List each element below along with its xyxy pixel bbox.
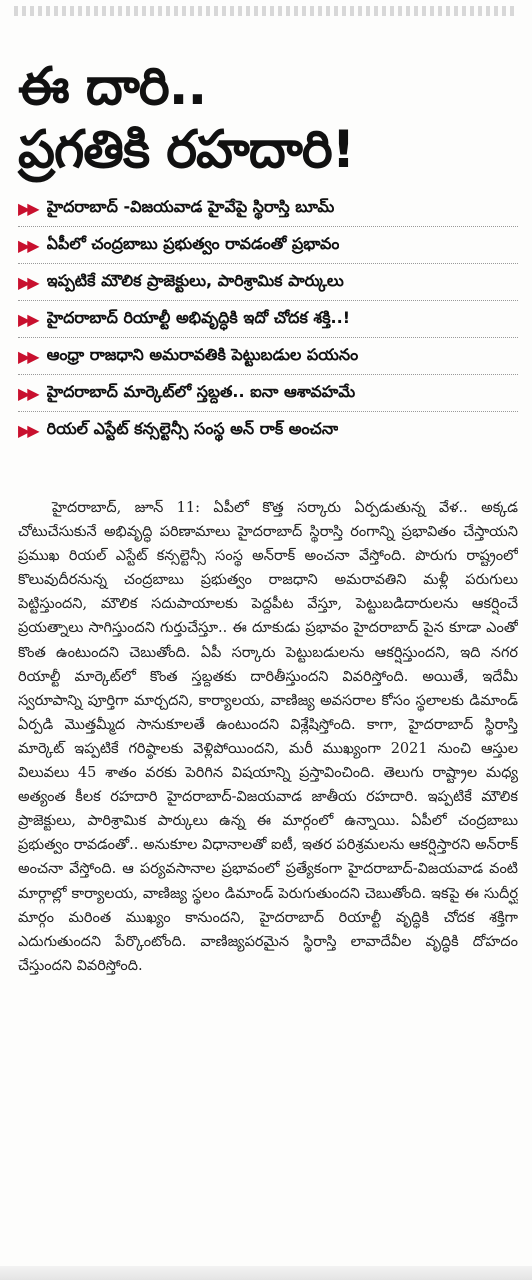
highlight-text: ఇప్పటికే మౌలిక ప్రాజెక్టులు, పారిశ్రామిక పార్కులు bbox=[46, 270, 344, 290]
article-body: హైదరాబాద్, జూన్ 11: ఏపీలో కొత్త సర్కారు ఏర్పడుతున్న వేళ.. అక్కడ చోటుచేసుకునే అభివృద్ధి పరిణామాలు హైదరాబాద్ స్థిరాస్తి రంగాన్ని ప్రభావితం చేస్తాయని ప్రముఖ రియల్ ఎస్టేట్ కన్సల్టెన్సీ సంస్థ అన్‌రాక్ అంచనా వేస్తోంది. పొరుగు రాష్ట్రంలో కొలువుదీరనున్న చంద్రబాబు ప్రభుత్వం రాజధాని అమరావతిని మళ్లీ పరుగులు పెట్టిస్తుందని, మౌలిక సదుపాయాలకు పెద్దపీట వేస్తూ, పెట్టుబడిదారులను ఆకర్షించే ప్రయత్నాలు సాగిస్తుందని గుర్తుచేస్తూ.. ఈ దూకుడు ప్రభావం హైదరాబాద్ పైన కూడా ఎంతో కొంత ఉంటుందని చెబుతోంది. ఏపీ సర్కారు పెట్టుబడులను ఆకర్షిస్తుందని, ఇది నగర రియాల్టీ మార్కెట్‌లో కొంత స్తబ్దతకు దారితీస్తుందని వివరిస్తోంది. అయితే, ఇదేమీ స్వరూపాన్ని పూర్తిగా మార్చదని, కార్యాలయ, వాణిజ్య అవసరాల కోసం స్థలాలకు డిమాండ్ ఏర్పడి మొత్తమ్మీద సానుకూలతే ఉంటుందని విశ్లేషిస్తోంది. కాగా, హైదరాబాద్ స్థిరాస్తి మార్కెట్ ఇప్పటికే గరిష్ఠాలకు వెళ్లిపోయిందని, మరీ ముఖ్యంగా 2021 నుంచి ఆస్తుల విలువలు 45 శాతం వరకు పెరిగిన విషయాన్ని ప్రస్తావించింది. తెలుగు రాష్ట్రాల మధ్య అత్యంత కీలక రహదారి హైదరాబాద్-విజయవాడ జాతీయ రహదారి. ఇప్పటికే మౌలిక ప్రాజెక్టులు, పారిశ్రామిక పార్కులు ఉన్న ఈ మార్గంలో ఉన్నాయి. ఏపీలో చంద్రబాబు ప్రభుత్వం రావడంతో.. అనుకూల విధానాలతో ఐటీ, ఇతర పరిశ్రమలను ఆకర్షిస్తారని అన్‌రాక్ అంచనా వేస్తోంది. ఆ పర్యవసానాల ప్రభావంలో ప్రత్యేకంగా హైదరాబాద్-విజయవాడ వంటి మార్గాల్లో కార్యాలయ, వాణిజ్య స్థలం డిమాండ్ పెరుగుతుందని చెబుతోంది. ఇకపై ఈ సుదీర్ఘ మార్గం మరింత ముఖ్యం కానుందని, హైదరాబాద్ రియాల్టీ వృద్ధికి చోదక శక్తిగా ఎదుగుతుందని పేర్కొంటోంది. వాణిజ్యపరమైన స్థిరాస్తి లావాదేవీల వృద్ధికి దోహదం చేస్తుందని వివరిస్తోంది. bbox=[18, 500, 518, 974]
highlight-text: ఏపీలో చంద్రబాబు ప్రభుత్వం రావడంతో ప్రభావం bbox=[46, 233, 340, 253]
double-chevron-right-icon: ▶▶ bbox=[18, 346, 37, 366]
double-chevron-right-icon: ▶▶ bbox=[18, 198, 37, 218]
highlight-item bbox=[18, 264, 518, 301]
highlight-item bbox=[18, 301, 518, 338]
highlight-text: ఆంధ్రా రాజధాని అమరావతికి పెట్టుబడుల పయనం bbox=[46, 344, 359, 364]
highlight-text: హైదరాబాద్ రియాల్టీ అభివృద్ధికి ఇదో చోదక శక్తి..! bbox=[46, 307, 351, 327]
highlights-list bbox=[18, 190, 518, 448]
double-chevron-right-icon: ▶▶ bbox=[18, 235, 37, 255]
article-headline bbox=[18, 57, 518, 180]
highlight-item bbox=[18, 412, 518, 448]
highlight-text: రియల్ ఎస్టేట్ కన్సల్టెన్సీ సంస్థ అన్ రాక్ అంచనా bbox=[46, 418, 339, 438]
double-chevron-right-icon: ▶▶ bbox=[18, 420, 37, 440]
highlight-item bbox=[18, 190, 518, 227]
double-chevron-right-icon: ▶▶ bbox=[18, 309, 37, 329]
headline-line-2: ప్రగతికి రహదారి! bbox=[18, 119, 355, 180]
top-divider bbox=[14, 6, 518, 16]
highlight-item bbox=[18, 338, 518, 375]
headline-line-1: ఈ దారి.. bbox=[18, 57, 207, 118]
highlight-text: హైదరాబాద్ మార్కెట్‌లో స్తబ్దత.. ఐనా ఆశావహమే bbox=[46, 381, 356, 401]
double-chevron-right-icon: ▶▶ bbox=[18, 272, 37, 292]
highlight-text: హైదరాబాద్ -విజయవాడ హైవేపై స్థిరాస్తి బూమ్ bbox=[46, 196, 335, 216]
highlight-item bbox=[18, 375, 518, 412]
page-edge bbox=[0, 1266, 532, 1280]
highlight-item bbox=[18, 227, 518, 264]
double-chevron-right-icon: ▶▶ bbox=[18, 383, 37, 403]
